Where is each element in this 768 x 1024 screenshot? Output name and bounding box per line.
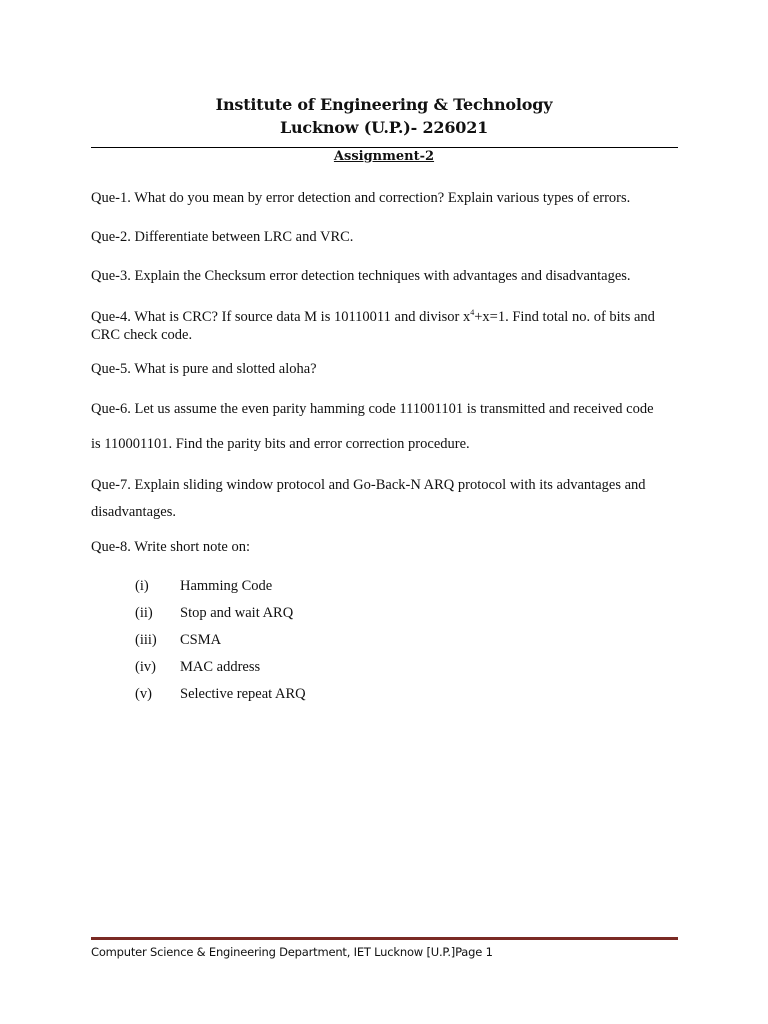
question-2: Que-2. Differentiate between LRC and VRC. — [91, 229, 354, 245]
list-item-number: (ii) — [135, 605, 153, 621]
list-item-text: Stop and wait ARQ — [180, 605, 294, 621]
question-7-line-1: Que-7. Explain sliding window protocol and Go-Back-N ARQ protocol with its advantages and — [91, 477, 646, 493]
question-4-text-a: Que-4. What is CRC? If source data M is 10110011 and divisor x — [91, 309, 471, 325]
list-item-number: (iv) — [135, 659, 156, 675]
short-notes-list — [135, 576, 306, 711]
question-4-exponent: 4 — [470, 308, 475, 318]
document-header — [0, 93, 768, 139]
question-4 — [91, 308, 681, 344]
footer-department: Computer Science & Engineering Department, IET Lucknow [U.P.] — [91, 945, 456, 959]
question-7-line-2: disadvantages. — [91, 504, 176, 520]
question-1: Que-1. What do you mean by error detection and correction? Explain various types of errors. — [91, 190, 631, 206]
page-footer — [91, 944, 493, 960]
question-4-text-b: +x=1. Find total no. of bits and CRC check code. — [91, 309, 655, 343]
question-8: Que-8. Write short note on: — [91, 539, 251, 555]
list-item-text: Selective repeat ARQ — [180, 686, 306, 702]
list-item-text: Hamming Code — [180, 578, 273, 594]
question-7 — [91, 472, 681, 526]
list-item-text: CSMA — [180, 632, 222, 648]
question-6-line-2: is 110001101. Find the parity bits and error correction procedure. — [91, 436, 470, 452]
list-item-number: (v) — [135, 686, 152, 702]
question-6 — [91, 392, 681, 462]
list-item-text: MAC address — [180, 659, 261, 675]
page-number: Page 1 — [455, 945, 493, 959]
question-5: Que-5. What is pure and slotted aloha? — [91, 361, 317, 377]
footer-divider — [91, 937, 678, 940]
assignment-title: Assignment-2 — [333, 149, 435, 164]
list-item — [135, 657, 306, 684]
list-item-number: (i) — [135, 578, 149, 594]
institute-location: Lucknow (U.P.)- 226021 — [279, 118, 489, 137]
list-item — [135, 603, 306, 630]
question-6-line-1: Que-6. Let us assume the even parity hamming code 111001101 is transmitted and received code — [91, 401, 654, 417]
list-item — [135, 684, 306, 711]
institute-name: Institute of Engineering & Technology — [215, 95, 553, 114]
list-item-number: (iii) — [135, 632, 157, 648]
list-item — [135, 576, 306, 603]
question-3: Que-3. Explain the Checksum error detection techniques with advantages and disadvantages. — [91, 268, 631, 284]
list-item — [135, 630, 306, 657]
